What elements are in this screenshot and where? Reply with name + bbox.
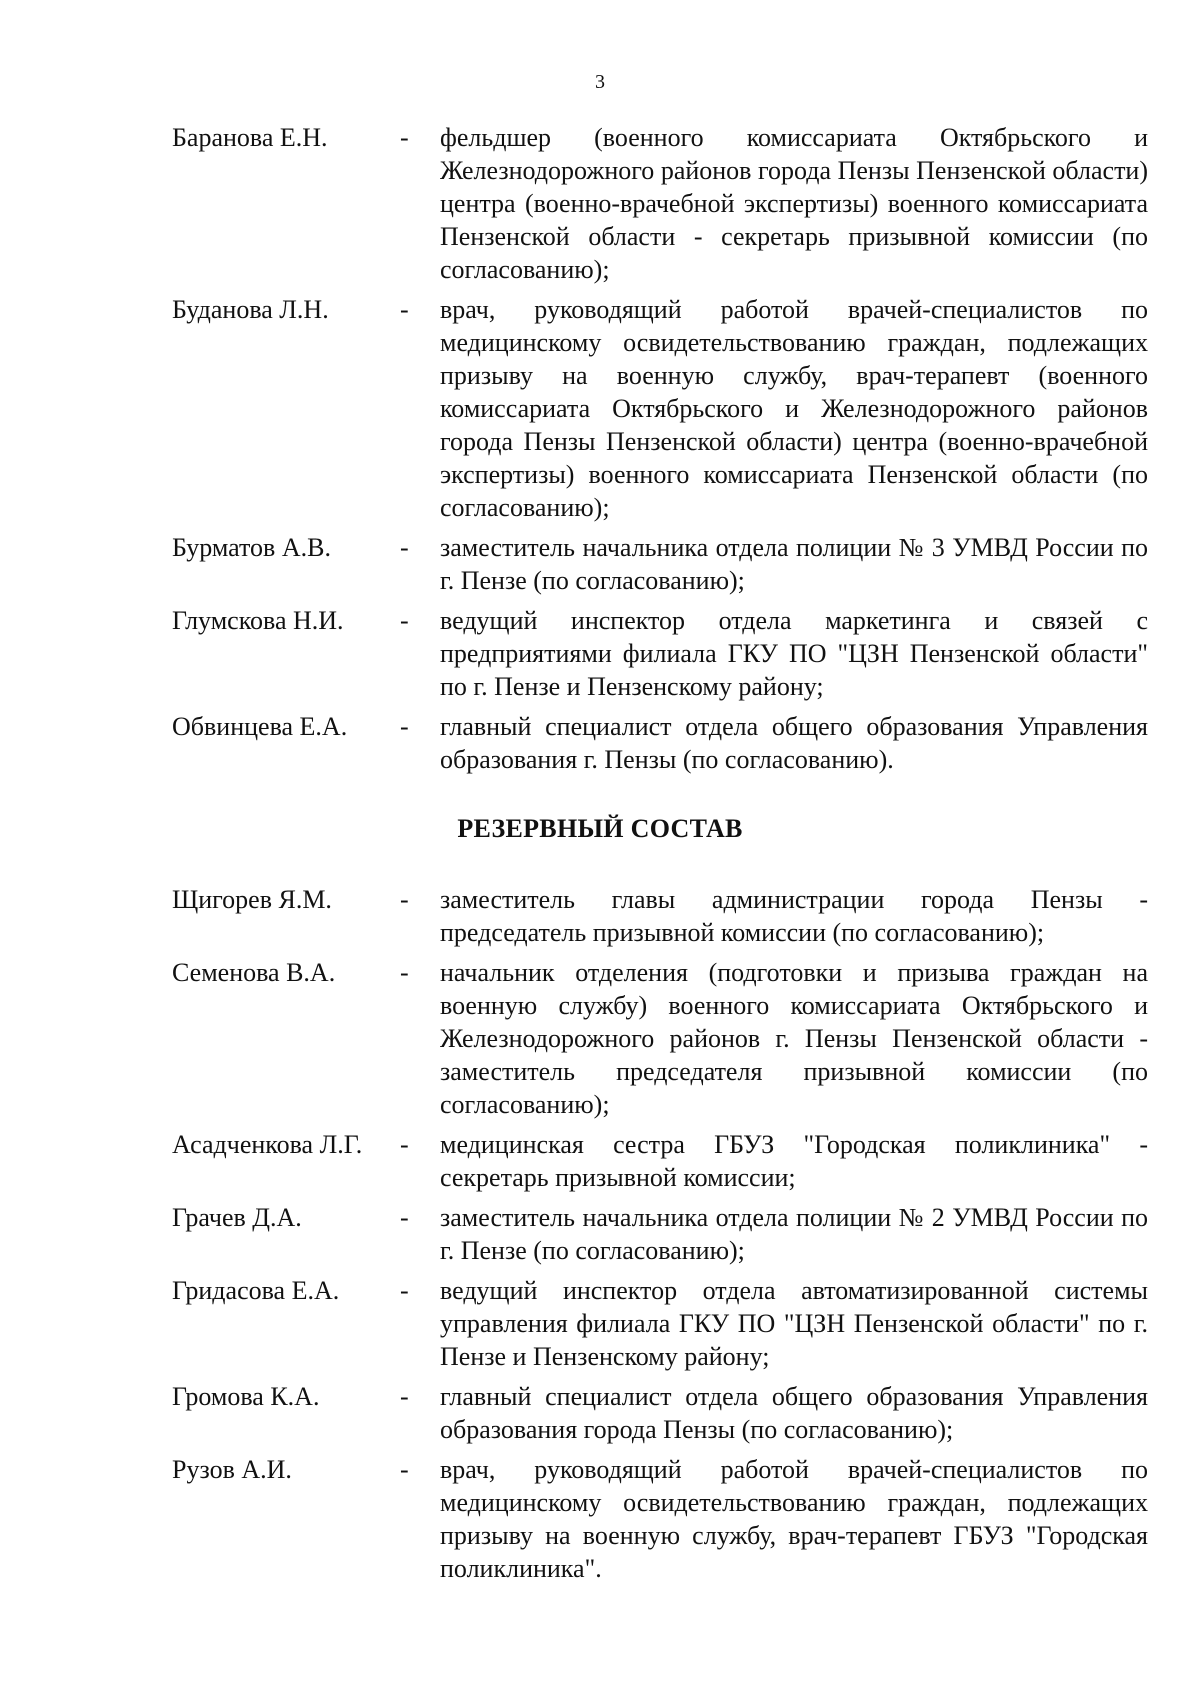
member-dash: - — [400, 1276, 409, 1305]
member-entry — [172, 883, 1148, 949]
member-description: врач, руководящий работой врачей-специалистов по медицинскому освидетельствованию граждан, подлежащих призыву на военную службу, врач-терапевт (военного комиссариата Октябрьского и Железнодорожного районов города Пензы Пензенской области) центра (военно-врачебной экспертизы) военного комиссариата Пензенской области (по согласованию); — [440, 295, 1148, 522]
member-dash: - — [400, 1203, 409, 1232]
member-description: ведущий инспектор отдела маркетинга и связей с предприятиями филиала ГКУ ПО "ЦЗН Пензенской области" по г. Пензе и Пензенскому району; — [440, 606, 1148, 701]
member-entry — [172, 1453, 1148, 1585]
member-name: Рузов А.И. — [172, 1455, 292, 1484]
member-dash: - — [400, 123, 409, 152]
member-name: Гридасова Е.А. — [172, 1276, 340, 1305]
member-description: заместитель главы администрации города Пензы - председатель призывной комиссии (по согласованию); — [440, 885, 1148, 947]
member-name: Семенова В.А. — [172, 958, 336, 987]
member-description: заместитель начальника отдела полиции № 3 УМВД России по г. Пензе (по согласованию); — [440, 533, 1148, 595]
member-dash: - — [400, 1382, 409, 1411]
member-entry — [172, 1274, 1148, 1373]
member-description: медицинская сестра ГБУЗ "Городская поликлиника" - секретарь призывной комиссии; — [440, 1130, 1148, 1192]
member-description: главный специалист отдела общего образования Управления образования г. Пензы (по согласованию). — [440, 712, 1148, 774]
member-name: Бурматов А.В. — [172, 533, 331, 562]
member-dash: - — [400, 1455, 409, 1484]
member-dash: - — [400, 606, 409, 635]
member-name: Громова К.А. — [172, 1382, 320, 1411]
member-name: Обвинцева Е.А. — [172, 712, 348, 741]
member-dash: - — [400, 958, 409, 987]
member-name: Грачев Д.А. — [172, 1203, 302, 1232]
member-name: Буданова Л.Н. — [172, 295, 329, 324]
member-entry — [172, 1201, 1148, 1267]
member-dash: - — [400, 1130, 409, 1159]
member-description: главный специалист отдела общего образования Управления образования города Пензы (по согласованию); — [440, 1382, 1148, 1444]
member-description: заместитель начальника отдела полиции № 2 УМВД России по г. Пензе (по согласованию); — [440, 1203, 1148, 1265]
member-name: Баранова Е.Н. — [172, 123, 328, 152]
member-description: ведущий инспектор отдела автоматизированной системы управления филиала ГКУ ПО "ЦЗН Пензенской области" по г. Пензе и Пензенскому району; — [440, 1276, 1148, 1371]
member-entry — [172, 604, 1148, 703]
page-number: 3 — [595, 71, 605, 93]
member-entry — [172, 531, 1148, 597]
member-description: начальник отделения (подготовки и призыва граждан на военную службу) военного комиссариата Октябрьского и Железнодорожного районов г. Пензы Пензенской области - заместитель председателя призывной комиссии (по согласованию); — [440, 958, 1148, 1119]
main-members-list — [172, 121, 1148, 783]
member-description: врач, руководящий работой врачей-специалистов по медицинскому освидетельствованию граждан, подлежащих призыву на военную службу, врач-терапевт ГБУЗ "Городская поликлиника". — [440, 1455, 1148, 1583]
member-entry — [172, 710, 1148, 776]
member-name: Щигорев Я.М. — [172, 885, 332, 914]
member-name: Асадченкова Л.Г. — [172, 1130, 363, 1159]
member-entry — [172, 956, 1148, 1121]
member-dash: - — [400, 295, 409, 324]
member-description: фельдшер (военного комиссариата Октябрьского и Железнодорожного районов города Пензы Пензенской области) центра (военно-врачебной экспертизы) военного комиссариата Пензенской области - секретарь призывной комиссии (по согласованию); — [440, 123, 1148, 284]
reserve-members-list — [172, 883, 1148, 1592]
member-name: Глумскова Н.И. — [172, 606, 344, 635]
member-entry — [172, 293, 1148, 524]
member-dash: - — [400, 885, 409, 914]
member-dash: - — [400, 712, 409, 741]
member-entry — [172, 1380, 1148, 1446]
reserve-section-title: РЕЗЕРВНЫЙ СОСТАВ — [457, 814, 743, 843]
member-entry — [172, 1128, 1148, 1194]
member-entry — [172, 121, 1148, 286]
member-dash: - — [400, 533, 409, 562]
